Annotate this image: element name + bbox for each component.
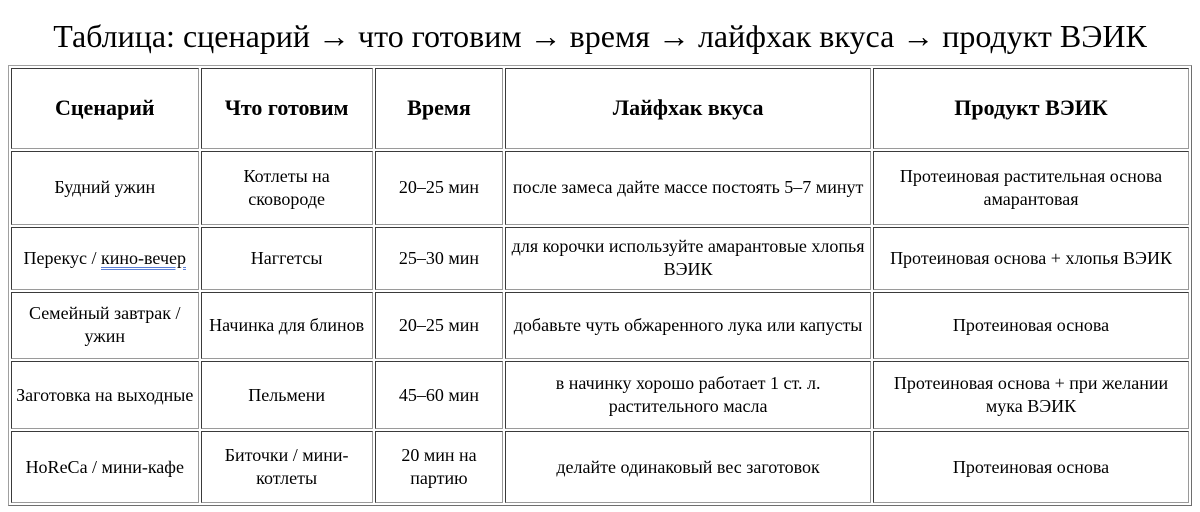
header-time: Время (375, 68, 503, 149)
cell-dish: Наггетсы (201, 227, 373, 290)
cell-time: 20–25 мин (375, 151, 503, 225)
cell-dish: Биточки / мини-котлеты (201, 431, 373, 503)
table-row (11, 227, 1189, 290)
table-row (11, 151, 1189, 225)
cell-tip: после замеса дайте массе постоять 5–7 минут (505, 151, 871, 225)
cell-scenario: Семейный завтрак / ужин (11, 292, 199, 360)
cell-scenario (11, 227, 199, 290)
cell-product: Протеиновая основа (873, 292, 1189, 360)
cell-dish: Пельмени (201, 361, 373, 429)
table-row (11, 292, 1189, 360)
cell-time: 20 мин на партию (375, 431, 503, 503)
spellcheck-underlined-word[interactable]: кино-вечер (101, 247, 186, 268)
cell-scenario: Заготовка на выходные (11, 361, 199, 429)
header-dish: Что готовим (201, 68, 373, 149)
header-product: Продукт ВЭИК (873, 68, 1189, 149)
header-scenario: Сценарий (11, 68, 199, 149)
cell-time: 20–25 мин (375, 292, 503, 360)
cell-time: 25–30 мин (375, 227, 503, 290)
cell-tip: делайте одинаковый вес заготовок (505, 431, 871, 503)
table-row (11, 431, 1189, 503)
table-row (11, 361, 1189, 429)
cell-product: Протеиновая растительная основа амарантовая (873, 151, 1189, 225)
table-header-row (11, 68, 1189, 149)
cell-scenario: HoReCa / мини-кафе (11, 431, 199, 503)
cell-time: 45–60 мин (375, 361, 503, 429)
cell-product: Протеиновая основа + при желании мука ВЭИК (873, 361, 1189, 429)
cell-tip: добавьте чуть обжаренного лука или капусты (505, 292, 871, 360)
cell-scenario: Будний ужин (11, 151, 199, 225)
recipe-scenarios-table (8, 65, 1192, 506)
cell-tip: для корочки используйте амарантовые хлопья ВЭИК (505, 227, 871, 290)
cell-dish: Начинка для блинов (201, 292, 373, 360)
cell-product: Протеиновая основа + хлопья ВЭИК (873, 227, 1189, 290)
cell-tip: в начинку хорошо работает 1 ст. л. растительного масла (505, 361, 871, 429)
page-title: Таблица: сценарий → что готовим → время → лайфхак вкуса → продукт ВЭИК (53, 18, 1147, 54)
scenario-prefix: Перекус / (23, 247, 101, 268)
cell-product: Протеиновая основа (873, 431, 1189, 503)
cell-dish: Котлеты на сковороде (201, 151, 373, 225)
header-tip: Лайфхак вкуса (505, 68, 871, 149)
